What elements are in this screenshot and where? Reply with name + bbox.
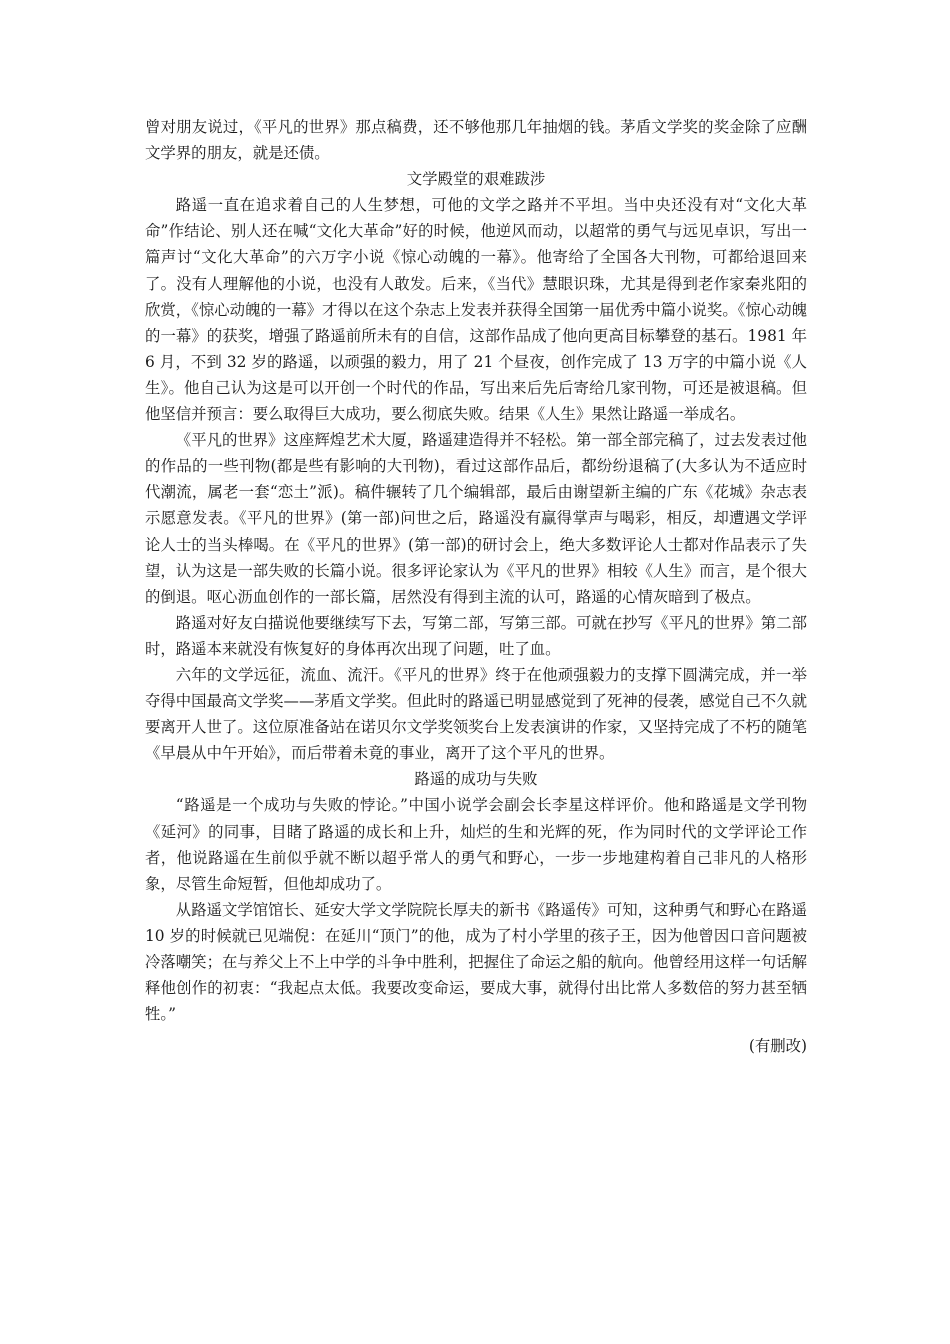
intro-paragraph: 曾对朋友说过，《平凡的世界》那点稿费，还不够他那几年抽烟的钱。茅盾文学奖的奖金除了应酬文学界的朋友，就是还债。 <box>145 118 807 163</box>
paragraph: 路遥对好友白描说他要继续写下去，写第二部，写第三部。可就在抄写《平凡的世界》第二部时，路遥本来就没有恢复好的身体再次出现了问题，吐了血。 <box>145 613 807 658</box>
article-page <box>145 114 807 1059</box>
paragraph: 从路遥文学馆馆长、延安大学文学院院长厚夫的新书《路遥传》可知，这种勇气和野心在路遥 10 岁的时候就已见端倪：在延川“顶门”的他，成为了村小学里的孩子王，因为他曾因口音问题被冷落嘲笑；在与养父上不上中学的斗争中胜利，把握住了命运之船的航向。他曾经用这样一句话解释他创作的初衷：“我起点太低。我要改变命运，要成大事，就得付出比常人多数倍的努力甚至牺牲。” <box>145 900 807 1024</box>
section-heading-literary-journey: 文学殿堂的艰难跋涉 <box>406 170 546 189</box>
paragraph: 六年的文学远征，流血、流汗。《平凡的世界》终于在他顽强毅力的支撑下圆满完成，并一举夺得中国最高文学奖——茅盾文学奖。但此时的路遥已明显感觉到了死神的侵袭，感觉自己不久就要离开人世了。这位原准备站在诺贝尔文学奖领奖台上发表演讲的作家，又坚持完成了不朽的随笔《早晨从中午开始》，而后带着未竟的事业，离开了这个平凡的世界。 <box>145 665 807 763</box>
paragraph: 《平凡的世界》这座辉煌艺术大厦，路遥建造得并不轻松。第一部全部完稿了，过去发表过他的作品的一些刊物(都是些有影响的大刊物)，看过这部作品后，都纷纷退稿了(大多认为不适应时代潮流，属老一套“恋土”派)。稿件辗转了几个编辑部，最后由谢望新主编的广东《花城》杂志表示愿意发表。《平凡的世界》(第一部)问世之后，路遥没有赢得掌声与喝彩，相反，却遭遇文学评论人士的当头棒喝。在《平凡的世界》(第一部)的研讨会上，绝大多数评论人士都对作品表示了失望，认为这是一部失败的长篇小说。很多评论家认为《平凡的世界》相较《人生》而言，是个很大的倒退。呕心沥血创作的一部长篇，居然没有得到主流的认可，路遥的心情灰暗到了极点。 <box>145 431 807 606</box>
section-heading-success-and-failure: 路遥的成功与失败 <box>414 770 538 789</box>
paragraph: 路遥一直在追求着自己的人生梦想，可他的文学之路并不平坦。当中央还没有对“文化大革命”作结论、别人还在喊“文化大革命”好的时候，他逆风而动，以超常的勇气与远见卓识，写出一篇声讨“文化大革命”的六万字小说《惊心动魄的一幕》。他寄给了全国各大刊物，可都给退回来了。没有人理解他的小说，也没有人敢发。后来，《当代》慧眼识珠，尤其是得到老作家秦兆阳的欣赏，《惊心动魄的一幕》才得以在这个杂志上发表并获得全国第一届优秀中篇小说奖。《惊心动魄的一幕》的获奖，增强了路遥前所未有的自信，这部作品成了他向更高目标攀登的基石。1981 年 6 月，不到 32 岁的路遥，以顽强的毅力，用了 21 个昼夜，创作完成了 13 万字的中篇小说《人生》。他自己认为这是可以开创一个时代的作品，写出来后先后寄给几家刊物，可还是被退稿。但他坚信并预言：要么取得巨大成功，要么彻底失败。结果《人生》果然让路遥一举成名。 <box>145 196 807 424</box>
paragraph: “路遥是一个成功与失败的悖论。”中国小说学会副会长李星这样评价。他和路遥是文学刊物《延河》的同事，目睹了路遥的成长和上升，灿烂的生和光辉的死，作为同时代的文学评论工作者，他说路遥在生前似乎就不断以超乎常人的勇气和野心，一步一步地建构着自己非凡的人格形象，尽管生命短暂，但他却成功了。 <box>145 796 807 893</box>
source-note: (有删改) <box>748 1037 807 1056</box>
